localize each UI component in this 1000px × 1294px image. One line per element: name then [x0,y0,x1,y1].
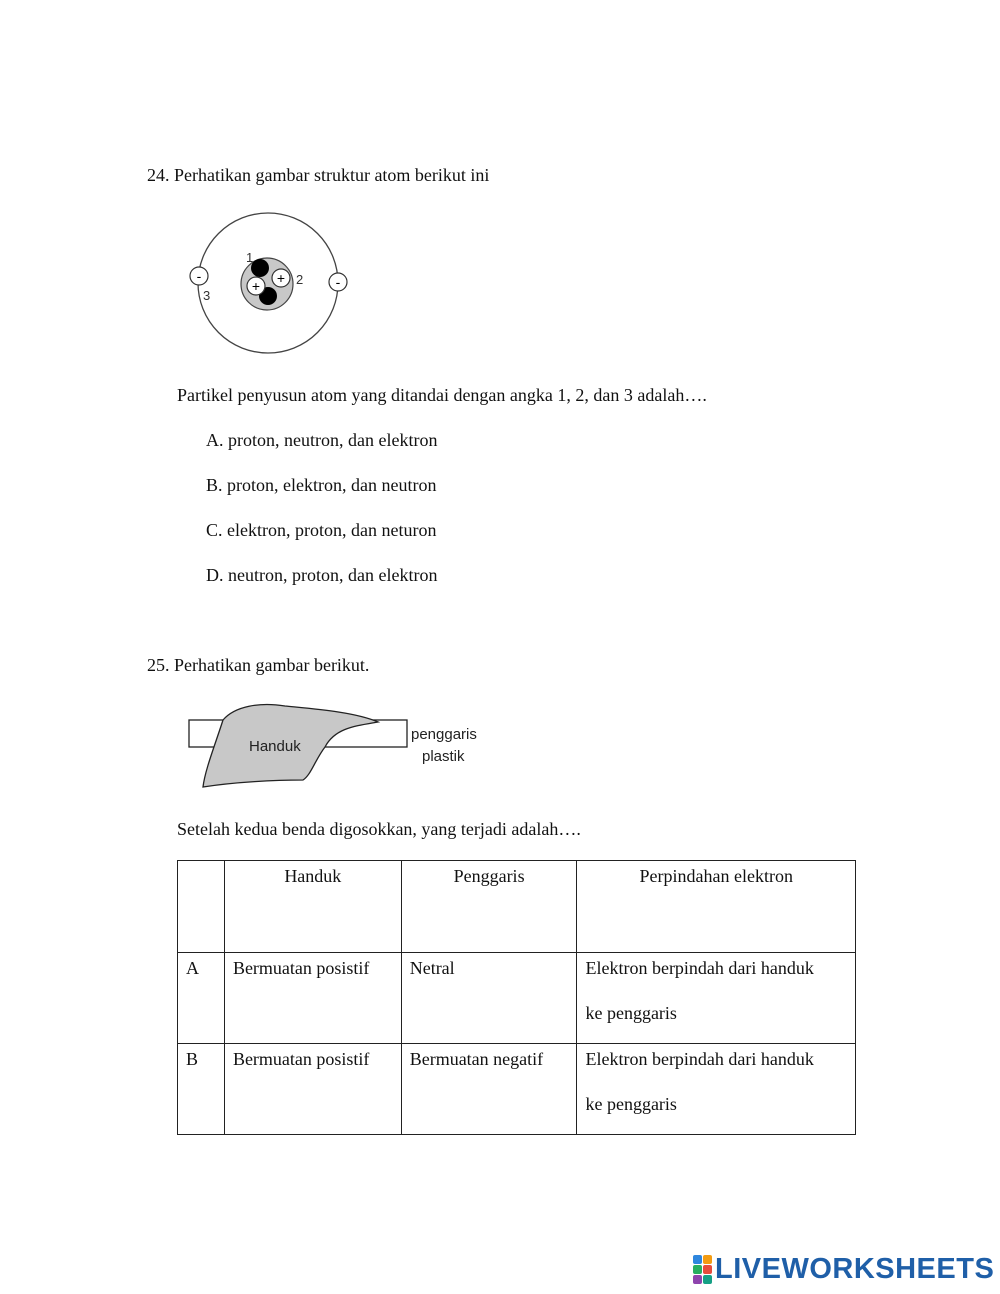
neutron-particle-1 [251,259,269,277]
ruler-label-line2: plastik [422,748,465,765]
transfer-cell [577,953,856,1044]
answer-table [177,860,856,1135]
figure-label-3: 3 [203,288,211,303]
atom-structure-figure [180,205,360,360]
ruler-label-line1: penggaris [411,726,477,743]
towel-label: Handuk [249,738,301,755]
electron-sign-left: - [196,268,202,284]
option-a[interactable]: A. proton, neutron, dan elektron [206,430,438,450]
table-header-cell: Perpindahan elektron [577,861,856,953]
handuk-cell: Bermuatan posistif [224,1044,401,1135]
table-header-cell [178,861,225,953]
table-row[interactable] [178,953,856,1044]
transfer-line-1: Elektron berpindah dari handuk [585,958,814,978]
liveworksheets-logo [693,1254,994,1284]
question-24-prompt: Partikel penyusun atom yang ditandai dengan angka 1, 2, dan 3 adalah…. [177,385,707,405]
proton-sign-2: + [251,278,261,294]
table-header-cell: Handuk [224,861,401,953]
transfer-line-2: ke penggaris [585,1094,677,1114]
option-c[interactable]: C. elektron, proton, dan neturon [206,520,437,540]
transfer-cell [577,1044,856,1135]
penggaris-cell: Bermuatan negatif [401,1044,577,1135]
handuk-cell: Bermuatan posistif [224,953,401,1044]
figure-label-1: 1 [246,250,254,265]
option-b[interactable]: B. proton, elektron, dan neutron [206,475,437,495]
table-header-row [178,861,856,953]
row-key-cell: A [178,953,225,1044]
transfer-line-2: ke penggaris [585,1003,677,1023]
penggaris-cell: Netral [401,953,577,1044]
towel-ruler-figure [185,700,485,792]
logo-text: LIVEWORKSHEETS [715,1253,995,1285]
electron-sign-right: - [335,274,341,290]
table-row[interactable] [178,1044,856,1135]
question-24-text: 24. Perhatikan gambar struktur atom berikut ini [147,165,490,185]
logo-blocks-icon [693,1255,712,1284]
transfer-line-1: Elektron berpindah dari handuk [585,1049,814,1069]
proton-sign-1: + [276,270,286,286]
figure-label-2: 2 [296,272,304,287]
question-25-prompt: Setelah kedua benda digosokkan, yang terjadi adalah…. [177,819,581,839]
row-key-cell: B [178,1044,225,1135]
option-d[interactable]: D. neutron, proton, dan elektron [206,565,438,585]
table-header-cell: Penggaris [401,861,577,953]
question-25-text: 25. Perhatikan gambar berikut. [147,655,370,675]
